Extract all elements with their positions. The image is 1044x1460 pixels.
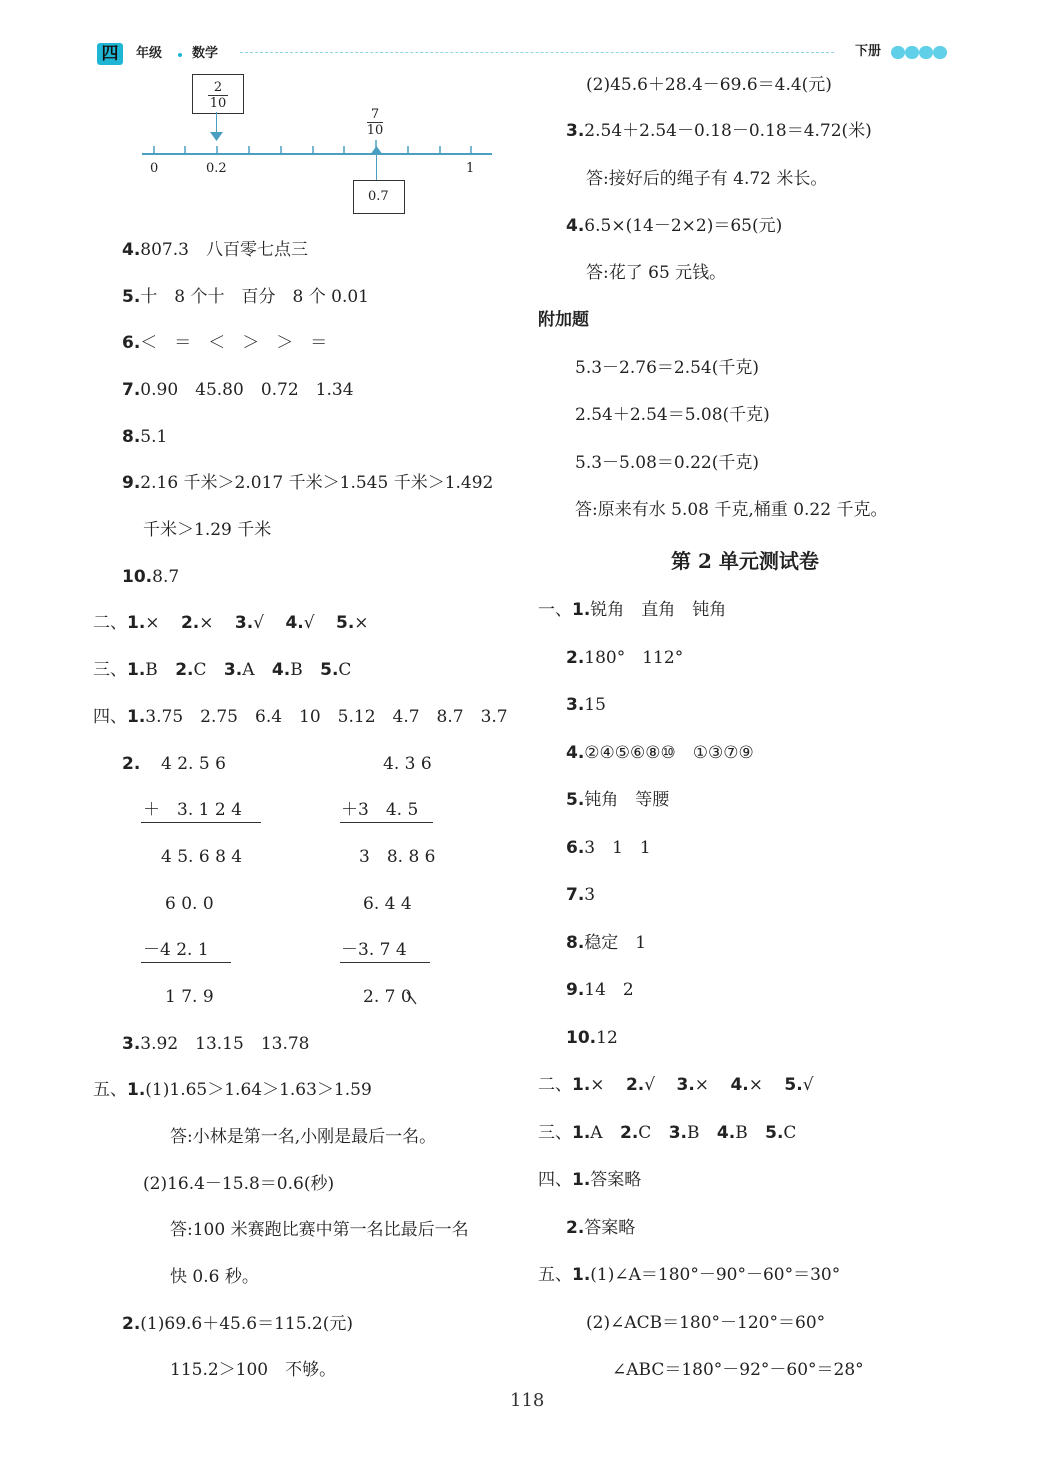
item-number: 9. [122, 473, 141, 493]
item-number: 5. [320, 660, 339, 680]
calc-c-row1: 6 0. 0 [165, 894, 214, 914]
unit2-section-yi-1 [538, 602, 726, 619]
answer-4 [122, 242, 308, 259]
answer-statement: 答:接好后的绳子有 4.72 米长。 [586, 169, 828, 189]
item-number: 4. [566, 743, 585, 763]
calc-b-result: 3 8. 8 6 [359, 847, 436, 867]
item-number: 1. [127, 1080, 146, 1100]
answer-text: × [748, 1075, 763, 1095]
page-number: 118 [510, 1390, 545, 1411]
item-number: 2. [566, 1218, 585, 1238]
angle-answer-part-3: ∠ABC＝180°－92°－60°＝28° [612, 1360, 864, 1380]
section-si-answer-1 [93, 709, 508, 726]
value-box-0-7 [353, 180, 405, 214]
calc-rule [141, 822, 261, 823]
answer-text: 6.5×(14－2×2)＝65(元) [584, 216, 783, 236]
item-number: 5. [784, 1075, 803, 1095]
item-number: 3. [566, 695, 585, 715]
unit2-answer-9 [566, 982, 634, 999]
section-prefix: 三、 [538, 1123, 572, 1143]
answer-text: A [590, 1123, 603, 1143]
item-number: 8. [122, 427, 141, 447]
angle-answer-part-2: (2)∠ACB＝180°－120°＝60° [586, 1313, 826, 1333]
unit2-section-wu-1 [538, 1267, 840, 1284]
answer-text: √ [802, 1075, 814, 1095]
answer-8 [122, 429, 167, 446]
extra-question-title: 附加题 [538, 310, 589, 330]
section-prefix: 四、 [93, 707, 127, 727]
tick-label-1: 1 [466, 161, 475, 176]
answer-text: 12 [596, 1028, 618, 1048]
answer-text: B [687, 1123, 700, 1143]
answer-part-2: (2)45.6＋28.4－69.6＝4.4(元) [586, 75, 832, 95]
section-prefix: 二、 [93, 613, 127, 633]
answer-text: 0.90 45.80 0.72 1.34 [140, 380, 354, 400]
item-number: 1. [127, 660, 146, 680]
calc-d-row2: －3. 7 4 [341, 940, 407, 960]
section-prefix: 五、 [538, 1265, 572, 1285]
item-number: 8. [566, 933, 585, 953]
fraction-denominator: 10 [209, 96, 227, 111]
answer-text: × [145, 613, 160, 633]
answer-text: 2.16 千米＞2.017 千米＞1.545 千米＞1.492 [140, 473, 494, 493]
item-number: 4. [271, 660, 291, 680]
unit2-answer-4 [566, 745, 754, 762]
answer-text: √ [644, 1075, 656, 1095]
item-number: 1. [572, 1265, 591, 1285]
answer-text: × [199, 613, 214, 633]
answer-text: 答案略 [590, 1170, 642, 1190]
item-number: 5. [566, 790, 585, 810]
answer-text: 锐角 直角 钝角 [590, 600, 727, 620]
item-number: 4. [566, 216, 585, 236]
answer-9 [122, 475, 493, 492]
section-prefix: 五、 [93, 1080, 127, 1100]
answer-text: ②④⑤⑥⑧⑩ ①③⑦⑨ [584, 743, 754, 763]
answer-text: 3.92 13.15 13.78 [140, 1034, 310, 1054]
calc-a-row2: ＋ 3. 1 2 4 [143, 800, 242, 820]
answer-text: 3 1 1 [584, 838, 651, 858]
item-number: 5. [122, 287, 141, 307]
unit2-section-san [538, 1125, 796, 1142]
answer-text: A [242, 660, 255, 680]
calc-a-row1: 4 2. 5 6 [161, 754, 226, 774]
answer-text: C [638, 1123, 652, 1143]
calc-d-result: 2. 7 0 [363, 987, 412, 1007]
header-decoration [919, 46, 933, 59]
calc-b-row2: ＋3 4. 5 [341, 800, 419, 820]
answer-text: × [590, 1075, 605, 1095]
answer-text: (1)69.6＋45.6＝115.2(元) [140, 1314, 354, 1334]
answer-text: 稳定 1 [584, 933, 647, 953]
item-number: 1. [572, 1123, 591, 1143]
item-number: 3. [122, 1034, 141, 1054]
answer-text: 钝角 等腰 [584, 790, 670, 810]
answer-statement: 答:100 米赛跑比赛中第一名比最后一名 [170, 1220, 469, 1240]
extra-line-2: 2.54＋2.54＝5.08(千克) [575, 405, 770, 425]
answer-text: 807.3 八百零七点三 [140, 240, 308, 260]
item-number: 2. [566, 648, 585, 668]
arrow-line [376, 154, 377, 180]
answer-text: 15 [584, 695, 606, 715]
section-si-answer-3 [122, 1036, 309, 1053]
answer-text: 180° 112° [584, 648, 684, 668]
fraction-denominator: 10 [366, 123, 384, 138]
unit2-section-er [538, 1077, 814, 1094]
section-prefix: 二、 [538, 1075, 572, 1095]
unit2-answer-10 [566, 1030, 618, 1047]
header-divider [240, 52, 834, 53]
extra-answer: 答:原来有水 5.08 千克,桶重 0.22 千克。 [575, 500, 888, 520]
item-number: 4. [285, 613, 304, 633]
answer-text: B [290, 660, 303, 680]
calc-b-row1: 4. 3 6 [383, 754, 432, 774]
item-number: 10. [122, 567, 153, 587]
unit2-answer-3 [566, 697, 606, 714]
item-number: 5. [765, 1123, 784, 1143]
calc-c-row2: －4 2. 1 [143, 940, 209, 960]
extra-line-3: 5.3－5.08＝0.22(千克) [575, 453, 760, 473]
section-wu-answer-2 [122, 1316, 353, 1333]
answer-statement: 答:花了 65 元钱。 [586, 263, 727, 283]
extra-line-1: 5.3－2.76＝2.54(千克) [575, 358, 760, 378]
item-number: 1. [572, 600, 591, 620]
section-prefix: 四、 [538, 1170, 572, 1190]
item-number: 2. [625, 1075, 645, 1095]
header-decoration [905, 46, 919, 59]
item-number: 6. [122, 333, 141, 353]
calc-d-row1: 6. 4 4 [363, 894, 412, 914]
value-box-text: 0.7 [368, 189, 389, 204]
calc-rule [340, 822, 433, 823]
answer-text: 3.75 2.75 6.4 10 5.12 4.7 8.7 3.7 [145, 707, 508, 727]
answer-comparison: 115.2＞100 不够。 [170, 1360, 337, 1380]
answer-text: 14 2 [584, 980, 634, 1000]
answer-3 [566, 123, 872, 140]
section-san-answers [93, 662, 351, 679]
strike-mark-icon [404, 990, 418, 1006]
answer-text: 3 [584, 885, 596, 905]
unit2-answer-6 [566, 840, 651, 857]
item-number: 4. [730, 1075, 749, 1095]
answer-statement: 答:小林是第一名,小刚是最后一名。 [170, 1127, 437, 1147]
item-number: 2. [619, 1123, 639, 1143]
section-wu-answer-1 [93, 1082, 372, 1099]
item-number: 7. [566, 885, 585, 905]
item-number: 3. [234, 613, 254, 633]
item-number: 7. [122, 380, 141, 400]
header-decoration [891, 46, 905, 59]
item-number: 2. [122, 1314, 141, 1334]
item-number: 1. [127, 613, 146, 633]
grade-label: 年级 [136, 46, 163, 61]
item-number: 4. [716, 1123, 736, 1143]
item-number: 1. [572, 1170, 591, 1190]
answer-text: √ [303, 613, 315, 633]
item-number: 3. [566, 121, 585, 141]
answer-text: C [783, 1123, 797, 1143]
fraction-numerator: 7 [370, 107, 380, 122]
answer-text: ＜ ＝ ＜ ＞ ＞ ＝ [140, 333, 328, 353]
item-number: 3. [668, 1123, 687, 1143]
header-dot [178, 53, 182, 57]
header-decoration [933, 46, 947, 59]
answer-text: B [735, 1123, 748, 1143]
section-er-answers [93, 615, 369, 632]
tick-label-0-2: 0.2 [206, 161, 227, 176]
calc-rule [141, 962, 231, 963]
item-number: 10. [566, 1028, 597, 1048]
answer-7 [122, 382, 354, 399]
answer-9-continued: 千米＞1.29 千米 [143, 520, 272, 540]
calc-c-result: 1 7. 9 [165, 987, 214, 1007]
item-number: 1. [572, 1075, 591, 1095]
unit2-section-si-1 [538, 1172, 641, 1189]
answer-text: × [354, 613, 369, 633]
answer-part-2: (2)16.4－15.8＝0.6(秒) [143, 1174, 335, 1194]
answer-text: × [694, 1075, 710, 1095]
unit2-answer-5 [566, 792, 669, 809]
answer-text: 十 8 个十 百分 8 个 0.01 [140, 287, 369, 307]
answer-6 [122, 335, 327, 352]
answer-text: C [338, 660, 352, 680]
calc-a-result: 4 5. 6 8 4 [161, 847, 243, 867]
calc-rule [340, 962, 430, 963]
answer-text: B [145, 660, 158, 680]
number-line [140, 138, 500, 178]
item-number: 9. [566, 980, 585, 1000]
subject-label: 数学 [192, 46, 219, 61]
item-number: 4. [122, 240, 141, 260]
unit2-answer-8 [566, 935, 646, 952]
fraction-box-top [192, 74, 244, 114]
answer-text: C [193, 660, 207, 680]
unit2-section-si-2 [566, 1220, 635, 1237]
fraction-2-10 [193, 81, 243, 110]
item-number: 2. [180, 613, 200, 633]
unit2-answer-2 [566, 650, 683, 667]
arrow-up-icon [370, 146, 383, 156]
answer-text: 答案略 [584, 1218, 636, 1238]
item-number: 3. [223, 660, 243, 680]
unit2-answer-7 [566, 887, 595, 904]
answer-4 [566, 218, 782, 235]
grade-badge: 四 [97, 43, 123, 65]
answer-text: 5.1 [140, 427, 168, 447]
answer-text: (1)∠A＝180°－90°－60°＝30° [590, 1265, 841, 1285]
answer-10 [122, 569, 179, 586]
item-number: 6. [566, 838, 585, 858]
fraction-numerator: 2 [213, 80, 223, 95]
volume-label: 下册 [855, 44, 882, 59]
item-number: 1. [127, 707, 146, 727]
fraction-7-10 [362, 108, 388, 137]
item-number: 2. [175, 660, 194, 680]
unit-2-title: 第 2 单元测试卷 [671, 549, 819, 573]
answer-text: √ [253, 613, 265, 633]
item-number: 2. [122, 754, 141, 774]
answer-text: (1)1.65＞1.64＞1.63＞1.59 [145, 1080, 372, 1100]
section-prefix: 三、 [93, 660, 127, 680]
item-number: 3. [676, 1075, 695, 1095]
tick-label-0: 0 [150, 161, 159, 176]
answer-5 [122, 289, 369, 306]
item-number: 5. [336, 613, 355, 633]
section-prefix: 一、 [538, 600, 572, 620]
answer-text: 2.54＋2.54－0.18－0.18＝4.72(米) [584, 121, 872, 141]
answer-text: 8.7 [152, 567, 180, 587]
answer-statement-continued: 快 0.6 秒。 [170, 1267, 259, 1287]
